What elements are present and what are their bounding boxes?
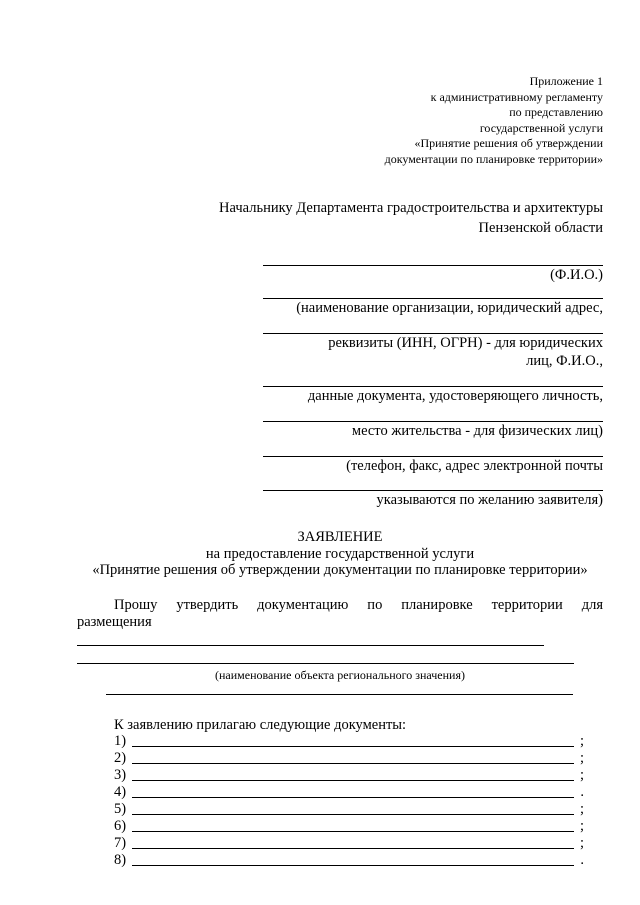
attachment-punct: ; xyxy=(579,801,584,817)
attachment-row[interactable] xyxy=(114,750,584,767)
statement-title: ЗАЯВЛЕНИЕ xyxy=(297,529,383,545)
field-caption: (Ф.И.О.) xyxy=(550,267,603,283)
object-name-line[interactable] xyxy=(77,663,574,664)
statement-subtitle: на предоставление государственной услуги xyxy=(205,545,475,562)
attachment-row[interactable] xyxy=(114,801,584,818)
statement-title-block xyxy=(60,529,620,579)
identity-document-field[interactable] xyxy=(263,386,603,406)
attachment-number: 4) xyxy=(114,784,127,800)
attachment-row[interactable] xyxy=(114,784,584,801)
blank-line xyxy=(263,456,603,457)
attachment-punct: ; xyxy=(579,750,584,766)
blank-line xyxy=(132,780,574,781)
attachment-row[interactable] xyxy=(114,767,584,784)
appendix-header xyxy=(283,74,603,167)
object-name-line[interactable] xyxy=(106,694,573,695)
attachment-punct: ; xyxy=(579,767,584,783)
attachment-row[interactable] xyxy=(114,818,584,835)
attachment-punct: . xyxy=(580,784,584,800)
service-name: «Принятие решения об утверждении документации по планировке территории» xyxy=(92,562,588,578)
appendix-line: «Принятие решения об утверждении xyxy=(414,136,603,150)
addressee-line: Начальнику Департамента градостроительства и архитектуры xyxy=(219,200,603,216)
applicant-name-field[interactable] xyxy=(263,265,603,285)
attachment-number: 6) xyxy=(114,818,127,834)
attachment-number: 5) xyxy=(114,801,127,817)
attachment-number: 7) xyxy=(114,835,127,851)
blank-line xyxy=(263,265,603,266)
object-name-caption: (наименование объекта регионального значения) xyxy=(215,668,465,682)
blank-line xyxy=(263,333,603,334)
residence-field[interactable] xyxy=(263,421,603,441)
addressee-block xyxy=(123,199,603,238)
blank-line xyxy=(132,746,574,747)
organization-address-field[interactable] xyxy=(263,298,603,318)
appendix-line: Приложение 1 xyxy=(529,74,603,88)
blank-line xyxy=(132,865,574,866)
requisites-field[interactable] xyxy=(263,333,603,370)
attachment-row[interactable] xyxy=(114,835,584,852)
appendix-line: по представлению xyxy=(509,105,603,119)
blank-line xyxy=(132,797,574,798)
attachment-punct: ; xyxy=(579,818,584,834)
field-caption: (телефон, факс, адрес электронной почты xyxy=(346,458,603,474)
field-caption: указываются по желанию заявителя) xyxy=(376,492,603,508)
attachment-number: 8) xyxy=(114,852,127,868)
appendix-line: документации по планировке территории» xyxy=(384,151,603,166)
field-caption: данные документа, удостоверяющего личность, xyxy=(307,388,603,404)
blank-line xyxy=(132,814,574,815)
field-caption: реквизиты (ИНН, ОГРН) - для юридических лиц, Ф.И.О., xyxy=(328,335,603,369)
request-line: размещения xyxy=(77,614,152,630)
addressee-line: Пензенской области xyxy=(478,219,603,236)
attachment-punct: . xyxy=(580,852,584,868)
contacts-field[interactable] xyxy=(263,456,603,476)
contacts-note-field[interactable] xyxy=(263,490,603,510)
attachment-punct: ; xyxy=(579,835,584,851)
attachment-number: 3) xyxy=(114,767,127,783)
request-line: Прошу утвердить документацию по планировке территории для xyxy=(114,597,603,613)
field-caption: место жительства - для физических лиц) xyxy=(351,423,603,439)
appendix-line: к административному регламенту xyxy=(430,89,603,104)
attachments-intro: К заявлению прилагаю следующие документы: xyxy=(114,717,407,733)
attachment-punct: ; xyxy=(579,733,584,749)
blank-line xyxy=(263,490,603,491)
blank-line xyxy=(132,831,574,832)
blank-line xyxy=(263,298,603,299)
attachment-number: 1) xyxy=(114,733,127,749)
attachment-number: 2) xyxy=(114,750,127,766)
attachment-row[interactable] xyxy=(114,852,584,869)
appendix-line: государственной услуги xyxy=(479,120,603,135)
object-name-line[interactable] xyxy=(77,645,544,646)
request-text xyxy=(77,597,603,631)
field-caption: (наименование организации, юридический адрес, xyxy=(296,300,603,316)
blank-line xyxy=(132,763,574,764)
attachment-row[interactable] xyxy=(114,733,584,750)
blank-line xyxy=(263,386,603,387)
blank-line xyxy=(263,421,603,422)
blank-line xyxy=(132,848,574,849)
